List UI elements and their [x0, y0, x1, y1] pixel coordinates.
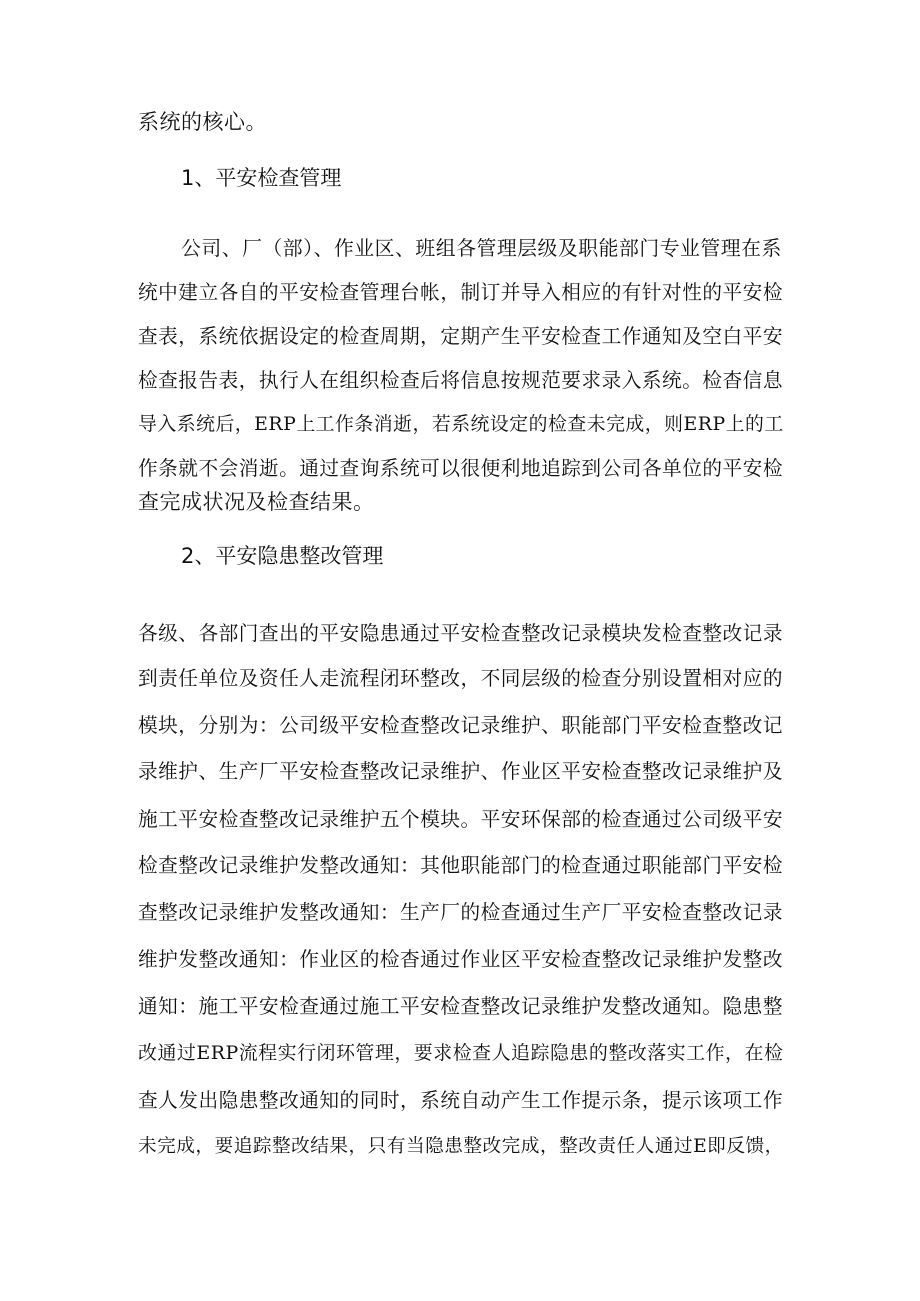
paragraph-line: 模块，分别为：公司级平安检查整改记录维护、职能部门平安检查整改记 [138, 714, 783, 737]
paragraph-line: 未完成，要追踪整改结果，只有当隐患整改完成，整改责任人通过E即反馈， [138, 1136, 784, 1157]
paragraph-line: 导入系统后，ERP上工作条消逝，若系统设定的检查未完成，则ERP上的工 [138, 413, 784, 435]
paragraph-line: 维护发整改通知：作业区的检杳通过作业区平安检查整改记录维护发整改 [138, 948, 783, 971]
paragraph-fragment-top: 系统的核心。 [138, 110, 267, 134]
paragraph-line: 录维护、生产厂平安检查整改记录维护、作业区平安检查整改记录维护及 [138, 760, 783, 783]
section-1-heading: 1、平安检查管理 [181, 166, 342, 190]
paragraph-line: 各级、各部门查出的平安隐患通过平安检查整改记录模块发检查整改记录 [138, 622, 783, 645]
section-2-heading: 2、平安隐患整改管理 [181, 544, 384, 568]
paragraph-line: 统中建立各自的平安检查管理台帐，制订并导入相应的有针对性的平安检 [138, 281, 783, 304]
paragraph-line: 公司、厂（部）、作业区、班组各管理层级及职能部门专业管理在系 [181, 237, 782, 260]
paragraph-line: 改通过ERP流程实行闭环管理，要求检查人追踪隐患的整改落实工作，在检 [138, 1042, 784, 1064]
paragraph-line: 通知：施工平安检查通过施工平安检查整改记录维护发整改通知。隐患整 [138, 995, 783, 1018]
paragraph-line: 查人发出隐患整改通知的同时，系统自动产生工作提示条，提示该项工作 [138, 1089, 783, 1112]
paragraph-line: 检查整改记录维护发整改通知：其他职能部门的检查通过职能部门平安检 [138, 854, 783, 877]
paragraph-line: 作条就不会消逝。通过查询系统可以很便利地追踪到公司各单位的平安检 [138, 457, 783, 480]
paragraph-line: 检查报告表，执行人在组织检查后将信息按规范要求录入系统。检杳信息 [138, 369, 783, 392]
paragraph-line: 查表，系统依据设定的检查周期，定期产生平安检查工作通知及空白平安 [138, 325, 783, 348]
paragraph-line: 查整改记录维护发整改通知：生产厂的检查通过生产厂平安检查整改记录 [138, 901, 783, 924]
paragraph-line: 到责任单位及资任人走流程闭环整改，不同层级的检查分别设置相对应的 [138, 667, 783, 690]
paragraph-line: 查完成状况及检查结果。 [138, 490, 375, 514]
paragraph-line: 施工平安检查整改记录维护五个模块。平安环保部的检查通过公司级平安 [138, 808, 783, 831]
